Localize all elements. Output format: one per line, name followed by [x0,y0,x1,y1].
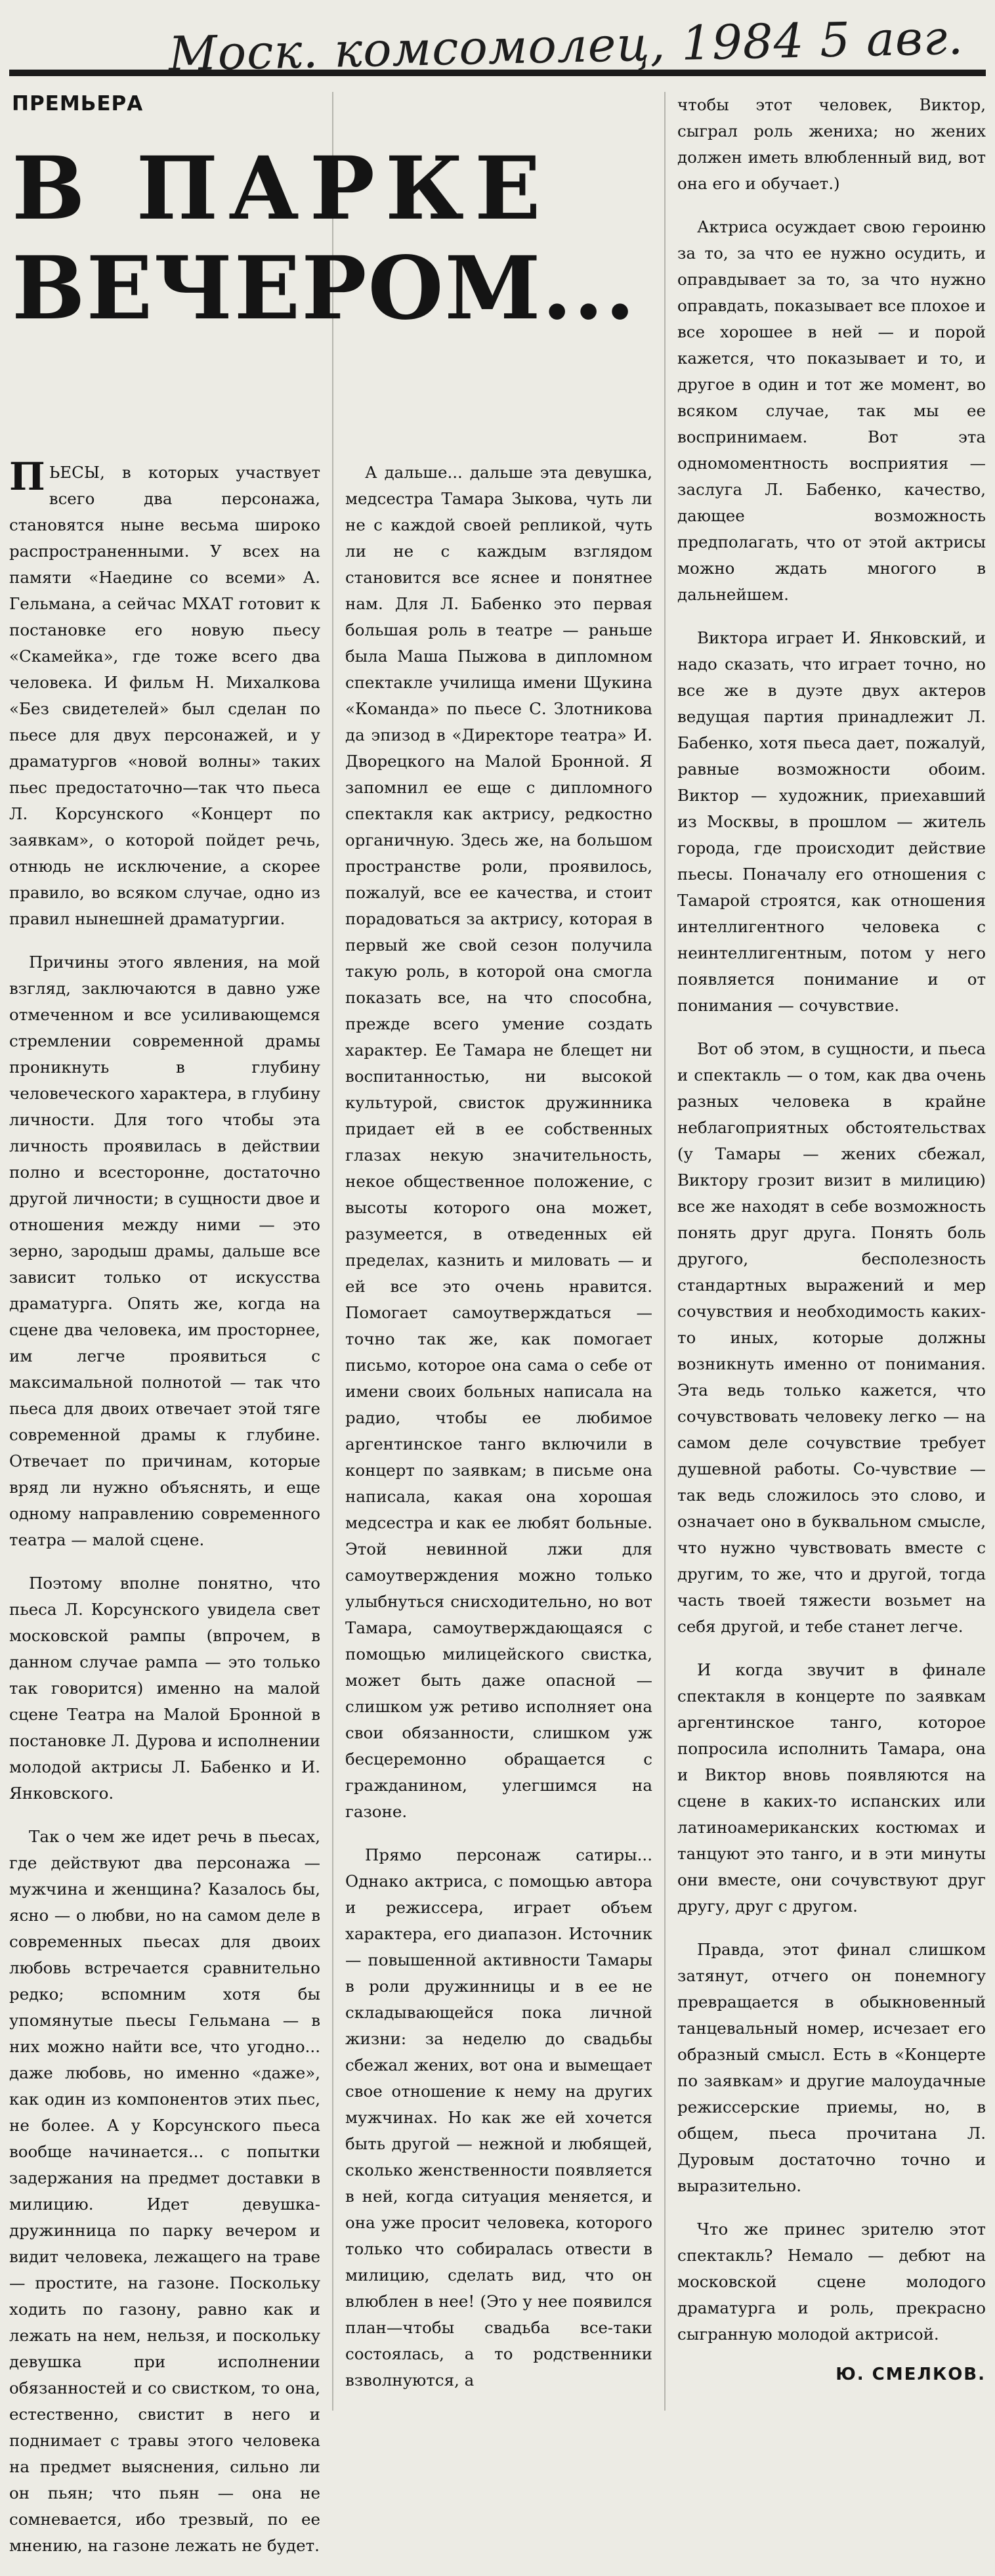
paragraph: Поэтому вполне понятно, что пьеса Л. Корсунского увидела свет московской рампы (впрочем, в данном случае рампа — это только так говорится) именно на малой сцене Театра на Малой Бронной в постановке Л. Дурова и исполнении молодой актрисы Л. Бабенко и И. Янковского. [9,1574,320,1803]
header-area [9,92,637,460]
column-2 [332,92,666,2411]
paragraph: чтобы этот человек, Виктор, сыграл роль жениха; но жених должен иметь влюбленный вид, вот она его и обучает.) [677,95,986,193]
paragraph: Так о чем же идет речь в пьесах, где действуют два персонажа — мужчина и женщина? Казалось бы, ясно — о любви, но на самом деле в современных пьесах для двоих любовь встречается сравнительно редко; вспомним хотя бы упомянутые пьесы Гельмана — в них можно найти все, что угодно... даже любовь, но именно «даже», как один из компонентов этих пьес, не более. А у Корсунского пьеса вообще начинается... с попытки задержания на предмет доставки в милицию. Идет девушка-дружинница по парку вечером и видит человека, лежащего на траве — простите, на газоне. Поскольку ходить по газону, равно как и лежать на нем, нельзя, и поскольку девушка при исполнении обязанностей и со свистком, то она, естественно, свистит в него и поднимает с травы этого человека на предмет выяснения, сильно ли он пьян; что пьян — она не сомневается, ибо трезвый, по ее мнению, на газоне лежать не будет. [9,1827,320,2555]
paragraph: Прямо персонаж сатиры... Однако актриса, с помощью автора и режиссера, играет объем характера, его диапазон. Источник — повышенной активности Тамары в роли дружинницы и в ее не складывающейся пока личной жизни: за неделю до свадьбы сбежал жених, вот она и вымещает свое отношение к нему на других мужчинах. Но как же ей хочется быть другой — нежной и любящей, сколько женственности появляется в ней, когда ситуация меняется, и она уже просит человека, которого только что собиралась отвести в милицию, сделать вид, что он влюблен в нее! (Это у нее появился план—чтобы свадьба все-таки состоялась, а то родственники взволнуются, а [345,1845,652,2390]
paragraph: Виктора играет И. Янковский, и надо сказать, что играет точно, но все же в дуэте двух актеров ведущая партия принадлежит Л. Бабенко, хотя пьеса дает, пожалуй, равные возможности обоим. Виктор — художник, приехавший из Москвы, в прошлом — житель города, где происходит действие пьесы. Поначалу его отношения с Тамарой строятся, как отношения интеллигентного человека с неинтеллигентным, потом у него появляется понимание и от понимания — сочувствие. [677,628,986,1015]
column-3 [666,92,986,2384]
author-signature: Ю. СМЕЛКОВ. [836,2365,986,2384]
paragraph: А дальше... дальше эта девушка, медсестра Тамара Зыкова, чуть ли не с каждой своей репликой, чуть ли не с каждым взглядом становится все яснее и понятнее нам. Для Л. Бабенко это первая большая роль в театре — раньше была Маша Пыжова в дипломном спектакле училища имени Щукина «Команда» по пьесе С. Злотникова да эпизод в «Директоре театра» И. Дворецкого на Малой Бронной. Я запомнил ее еще с дипломного спектакля как актрису, редкостно органичную. Здесь же, на большом пространстве роли, проявилось, пожалуй, все ее качества, и стоит порадоваться за актрису, которая в первый же свой сезон получила такую роль, в которой она смогла показать все, на что способна, прежде всего умение создать характер. Ее Тамара не блещет ни воспитанностью, ни высокой культурой, свисток дружинника придает ей в ее собственных глазах некую значительность, некое общественное положение, с высоты которого она может, разумеется, в отведенных ей пределах, казнить и миловать — и ей все это очень нравится. Помогает самоутверждаться — точно так же, как помогает письмо, которое она сама о себе от имени своих больных написала на радио, чтобы ее любимое аргентинское танго включили в концерт по заявкам; в письме она написала, какая она хорошая медсестра и как ее любят больные. Этой невинной лжи для самоутверждения можно только улыбнуться снисходительно, но вот Тамара, самоутверждающаяся с помощью милицейского свистка, может быть даже опасной — слишком уж ретиво исполняет она свои обязанности, слишком уж бесцеремонно обращается с гражданином, улегшимся на газоне. [345,463,652,1821]
paragraph: И когда звучит в финале спектакля в концерте по заявкам аргентинское танго, которое попросила исполнить Тамара, она и Виктор вновь появляются на сцене в каких-то испанских или латиноамериканских костюмах и танцуют это танго, и в эти минуты они вместе, они сочувствуют друг другу, друг с другом. [677,1660,986,1916]
paragraph: Вот об этом, в сущности, и пьеса и спектакль — о том, как два очень разных человека в крайне неблагоприятных обстоятельствах (у Тамары — жених сбежал, Виктору грозит визит в милицию) все же находят в себе возможность понять друг друга. Понять боль другого, бесполезность стандартных выражений и мер сочувствия и необходимость каких-то иных, которые должны возникнуть именно от понимания. Эта ведь только кажется, что сочувствовать человеку легко — на самом деле сочувствие требует душевной работы. Со-чувствие — так ведь сложилось это слово, и означает оно в буквальном смысле, что нужно чувствовать вместе с другим, то же, что и другой, тогда часть твоей тяжести возьмет на себя другой, и тебе станет легче. [677,1039,986,1636]
paragraph [9,454,320,932]
paragraph: Актриса осуждает свою героиню за то, за что ее нужно осудить, и оправдывает за то, за что нужно оправдать, показывает все плохое и все хорошее в ней — и порой кажется, что показывает и то, и другое в один и тот же момент, во всяком случае, так мы ее воспринимаем. Вот эта одномоментность восприятия — заслуга Л. Бабенко, качество, дающее возможность предполагать, что от этой актрисы можно ждать многого в дальнейшем. [677,217,986,604]
handwritten-source-note: Моск. комсомолец, 1984 5 авг. [168,9,964,82]
paragraph: Что же принес зрителю этот спектакль? Немало — дебют на московской сцене молодого драматурга и роль, прекрасно сыгранную молодой актрисой. [677,2220,986,2344]
header-spacer [345,92,652,460]
paragraph: Правда, этот финал слишком затянут, отчего он понемногу превращается в обыкновенный танцевальный номер, исчезает его образный смысл. Есть в «Концерте по заявкам» и другие малоудачные режиссерские приемы, но, в общем, пьеса прочитана Л. Дуровым достаточно точно и выразительно. [677,1940,986,2195]
headline-line-1: В ПАРКЕ [12,138,551,240]
paragraph-text: ЬЕСЫ, в которых участвует всего два персонажа, становятся ныне весьма широко распространенными. У всех на памяти «Наедине со всеми» А. Гельмана, а сейчас МХАТ готовит к постановке его новую пьесу «Скамейка», где тоже всего два человека. И фильм Н. Михалкова «Без свидетелей» был сделан по пьесе для двух персонажей, и у драматургов «новой волны» таких пьес предостаточно—так что пьеса Л. Корсунского «Концерт по заявкам», о которой пойдет речь, отнюдь не исключение, а скорее правило, во всяком случае, одно из правил нынешней драматургии. [9,463,320,928]
article-columns [9,92,986,2576]
drop-cap: П [9,454,45,499]
headline-line-2: ВЕЧЕРОМ... [12,238,637,339]
paragraph: Причины этого явления, на мой взгляд, заключаются в давно уже отмеченном и все усиливающемся стремлении современной драмы проникнуть в глубину человеческого характера, в глубину личности. Для того чтобы эта личность проявилась в действии полно и всесторонне, достаточно другой личности; в сущности двое и отношения между ними — это зерно, зародыш драмы, дальше все зависит только от искусства драматурга. Опять же, когда на сцене два человека, им просторнее, им легче проявиться с максимальной полнотой — так что пьеса для двоих отвечает этой тяге современной драмы к глубине. Отвечает по причинам, которые вряд ли нужно объяснять, и еще одному направлению современного театра — малой сцене. [9,953,320,1549]
rubric-label: ПРЕМЬЕРА [12,92,144,116]
